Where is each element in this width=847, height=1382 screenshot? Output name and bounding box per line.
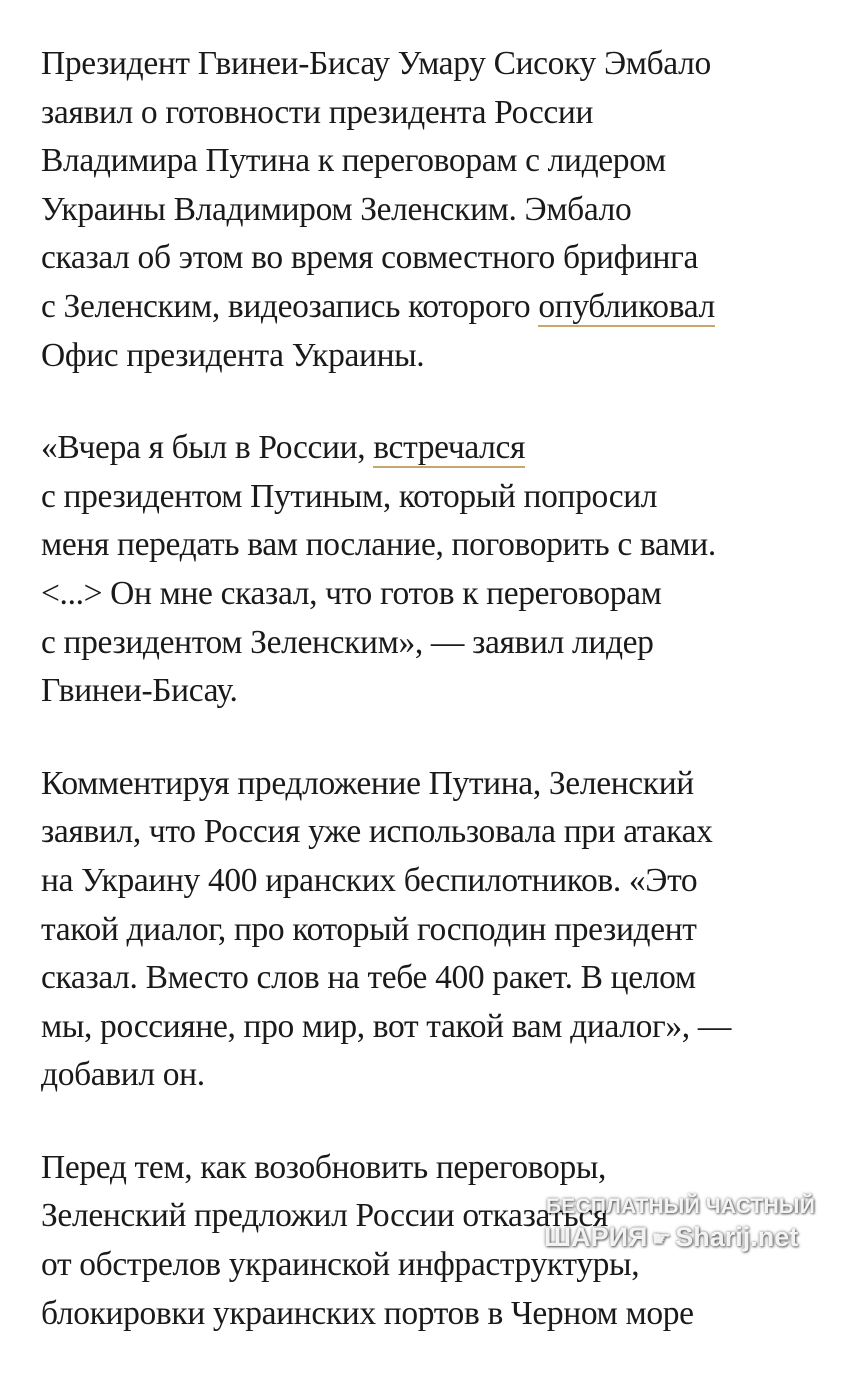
paragraph-2 bbox=[41, 424, 841, 716]
text-line: блокировки украинских портов в Черном море bbox=[41, 1294, 694, 1332]
text-line: Офис президента Украины. bbox=[41, 336, 425, 374]
paragraph-3 bbox=[41, 760, 841, 1100]
text-line: Комментируя предложение Путина, Зеленский bbox=[41, 764, 694, 802]
text-line: Украины Владимиром Зеленским. Эмбало bbox=[41, 190, 632, 228]
article-body bbox=[41, 40, 841, 1382]
text-line: мы, россияне, про мир, вот такой вам диалог», — bbox=[41, 1007, 732, 1045]
text-line: Зеленский предложил России отказаться bbox=[41, 1197, 608, 1235]
text-line: добавил он. bbox=[41, 1056, 205, 1094]
text-line bbox=[41, 424, 841, 473]
published-link[interactable]: опубликовал bbox=[538, 287, 715, 325]
text-line: меня передать вам послание, поговорить с вами. bbox=[41, 526, 716, 564]
paragraph-4 bbox=[41, 1144, 841, 1338]
watermark-site-text: Sharij.net bbox=[675, 1222, 799, 1252]
text-line: сказал. Вместо слов на тебе 400 ракет. В целом bbox=[41, 959, 696, 997]
text-line bbox=[41, 283, 841, 332]
text-line: заявил о готовности президента России bbox=[41, 93, 594, 131]
text-line: на Украину 400 иранских беспилотников. «Это bbox=[41, 861, 698, 899]
text-line: от обстрелов украинской инфраструктуры, bbox=[41, 1246, 640, 1284]
pointing-hand-icon: ☛ bbox=[651, 1226, 672, 1251]
text-line: с президентом Зеленским», — заявил лидер bbox=[41, 623, 654, 661]
watermark-top-text: БЕСПЛАТНЫЙ ЧАСТНЫЙ bbox=[546, 1195, 815, 1218]
text-line: сказал об этом во время совместного брифинга bbox=[41, 239, 699, 277]
text-line: Владимира Путина к переговорам с лидером bbox=[41, 142, 666, 180]
text-fragment: с Зеленским, видеозапись которого bbox=[41, 287, 539, 325]
watermark-brand-text: ШАРИЯ bbox=[544, 1222, 648, 1252]
text-line: такой диалог, про который господин президент bbox=[41, 910, 697, 948]
text-line: Президент Гвинеи-Бисау Умару Сисоку Эмбало bbox=[41, 45, 711, 82]
text-line: Гвинеи-Бисау. bbox=[41, 672, 238, 710]
text-line: заявил, что Россия уже использовала при атаках bbox=[41, 813, 713, 851]
text-fragment: «Вчера я был в России, bbox=[41, 429, 374, 467]
text-line: Перед тем, как возобновить переговоры, bbox=[41, 1148, 607, 1186]
paragraph-1 bbox=[41, 40, 841, 380]
text-line: <...> Он мне сказал, что готов к переговорам bbox=[41, 574, 662, 612]
met-link[interactable]: встречался bbox=[373, 429, 526, 467]
text-line: с президентом Путиным, который попросил bbox=[41, 477, 658, 515]
